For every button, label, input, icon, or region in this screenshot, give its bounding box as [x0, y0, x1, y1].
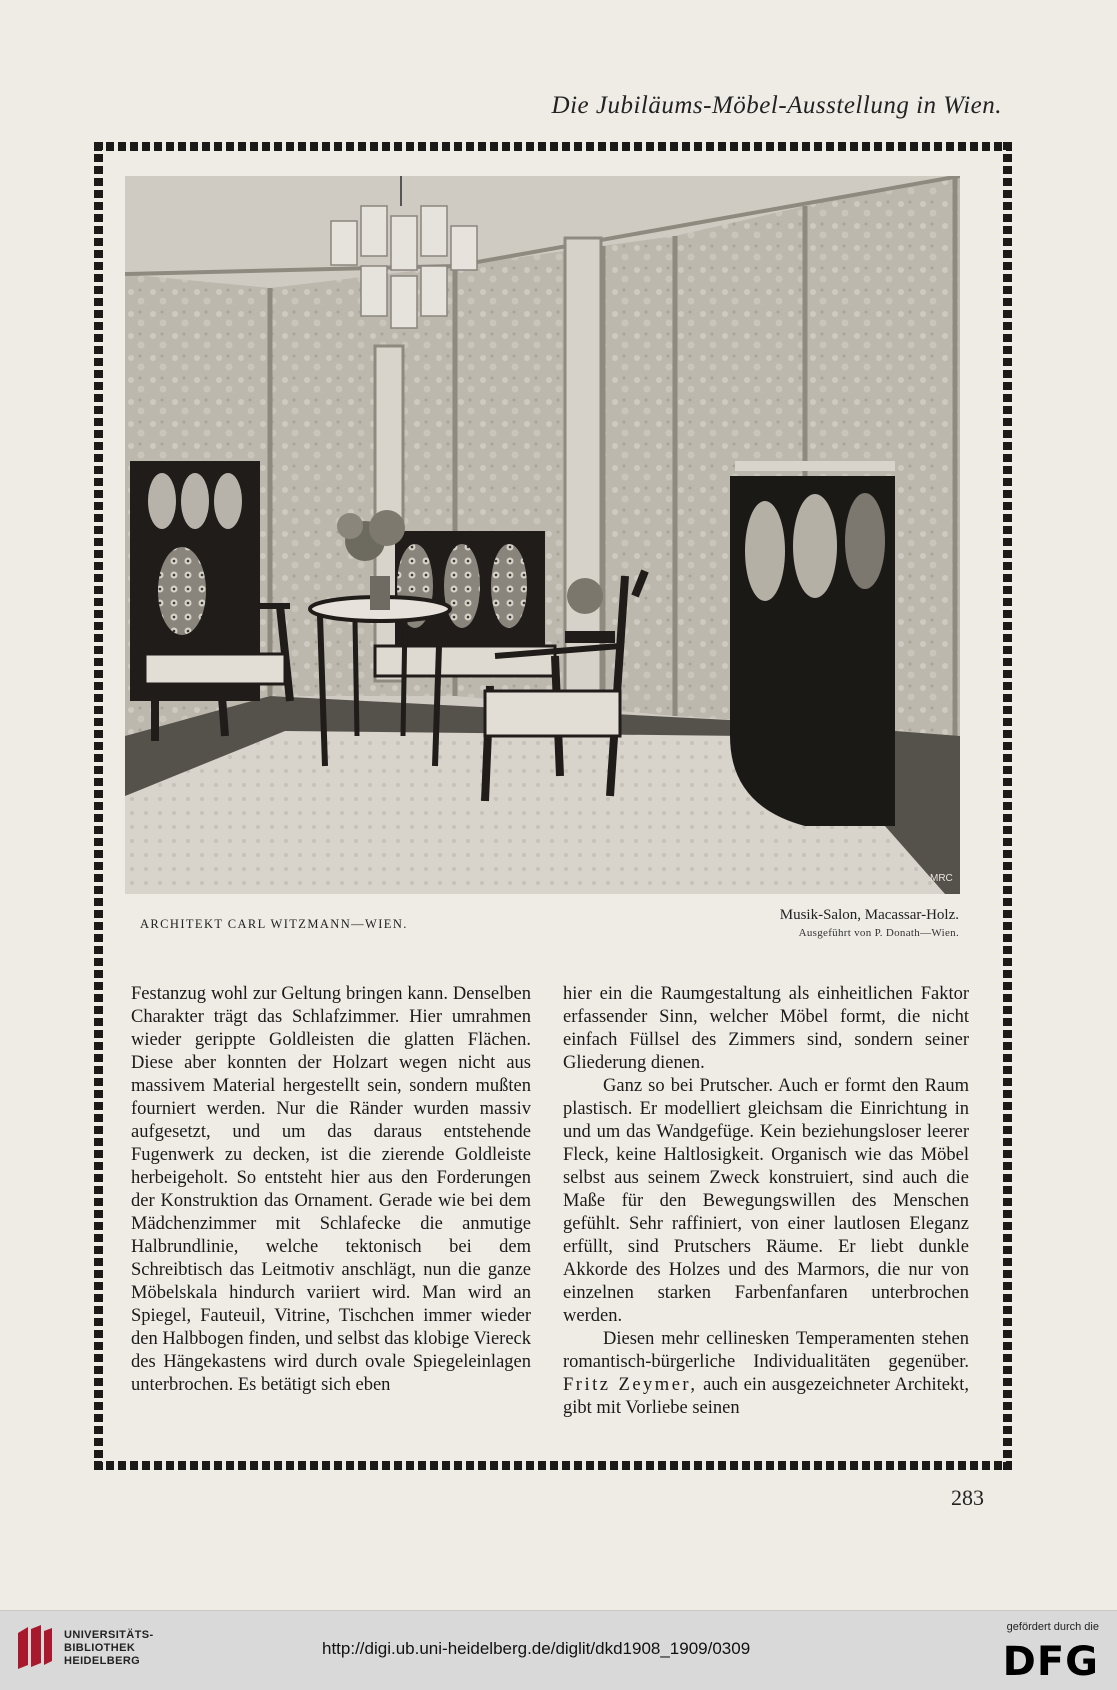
dfg-logo: DFG: [1002, 1639, 1099, 1685]
caption-title: Musik-Salon, Macassar-Holz.: [779, 907, 959, 923]
permalink-url[interactable]: http://digi.ub.uni-heidelberg.de/diglit/dkd1908_1909/0309: [322, 1639, 751, 1658]
paragraph-text: auch ein ausgezeichneter Architekt, gibt mit Vorliebe seinen: [563, 1375, 970, 1418]
library-line: BIBLIOTHEK: [64, 1642, 136, 1654]
photo-monogram: MRC: [930, 873, 953, 884]
page-number: 283: [951, 1485, 984, 1510]
paragraph-text: Diesen mehr cellinesken Temperamenten stehen romantisch-bürgerliche Individualitäten gegenüber.: [563, 1329, 969, 1372]
running-head: Die Jubiläums-Möbel-Ausstellung in Wien.: [551, 92, 1002, 119]
ornamental-border-top: [94, 142, 1012, 151]
sponsor-note: gefördert durch die: [1006, 1621, 1099, 1633]
text-column-right: [563, 983, 969, 1420]
paragraph: hier ein die Raumgestaltung als einheitlichen Faktor erfassender Sinn, welcher Möbel formt, die nicht einfach Füllsel des Zimmers sind, sondern seiner Gliederung dienen.: [563, 984, 969, 1073]
music-salon-photo: [125, 176, 960, 894]
library-line: UNIVERSITÄTS-: [64, 1629, 154, 1641]
ornamental-border-bottom: [94, 1461, 1012, 1470]
university-library-logo-icon: [14, 1625, 54, 1671]
paragraph: Ganz so bei Prutscher. Auch er formt den Raum plastisch. Er modelliert gleichsam die Einrichtung in und um das Wandgefüge. Kein beziehungsloser leerer Fleck, keine Haltlosigkeit. Organisch wie das Möbel selbst aus seinem Zweck konstruiert, sind auch die Maße für den Bewegungswillen des Menschen gefühlt. Sehr raffiniert, von einer lautlosen Eleganz erfüllt, sind Prutschers Räume. Er liebt dunkle Akkorde des Holzes und des Marmors, die nur von einzelnen starken Farbenfanfaren unterbrochen werden.: [563, 1076, 969, 1326]
architect-name: Fritz Zeymer,: [563, 1375, 698, 1395]
university-library-name: [64, 1629, 154, 1668]
caption-credit: Ausgeführt von P. Donath—Wien.: [798, 927, 959, 939]
ornamental-border-left: [94, 142, 103, 1470]
caption-architect: ARCHITEKT CARL WITZMANN—WIEN.: [140, 917, 408, 931]
paragraph: Festanzug wohl zur Geltung bringen kann. Denselben Charakter trägt das Schlafzimmer. Hier umrahmen wieder gerippte Goldleisten die glatten Flächen. Diese aber konnten der Holzart wegen nicht aus massivem Material hergestellt sein, sondern mußten fourniert werden. Nur die Ränder wurden massiv aufgesetzt, und um das daraus entstehende Fugenwerk zu decken, ist die zierende Goldleiste herbeigeholt. So entsteht hier aus den Forderungen der Konstruktion das Ornament. Gerade wie bei dem Mädchenzimmer mit Schlafecke die anmutige Halbrundlinie, welche tektonisch bei dem Schreibtisch das Leitmotiv anschlägt, nun die ganze Möbelskala hindurch variiert wird. Man wird an Spiegel, Fauteuil, Vitrine, Tischchen immer wieder den Halbbogen finden, und selbst das klobige Viereck des Hängekastens wird durch ovale Spiegeleinlagen unterbrochen. Es betätigt sich eben: [131, 984, 531, 1395]
interior-photograph: [125, 176, 960, 894]
paragraph: [563, 1328, 969, 1420]
text-column-left: [131, 983, 531, 1397]
library-line: HEIDELBERG: [64, 1655, 141, 1667]
ornamental-border-right: [1003, 142, 1012, 1470]
digitization-footer: [0, 1610, 1117, 1690]
